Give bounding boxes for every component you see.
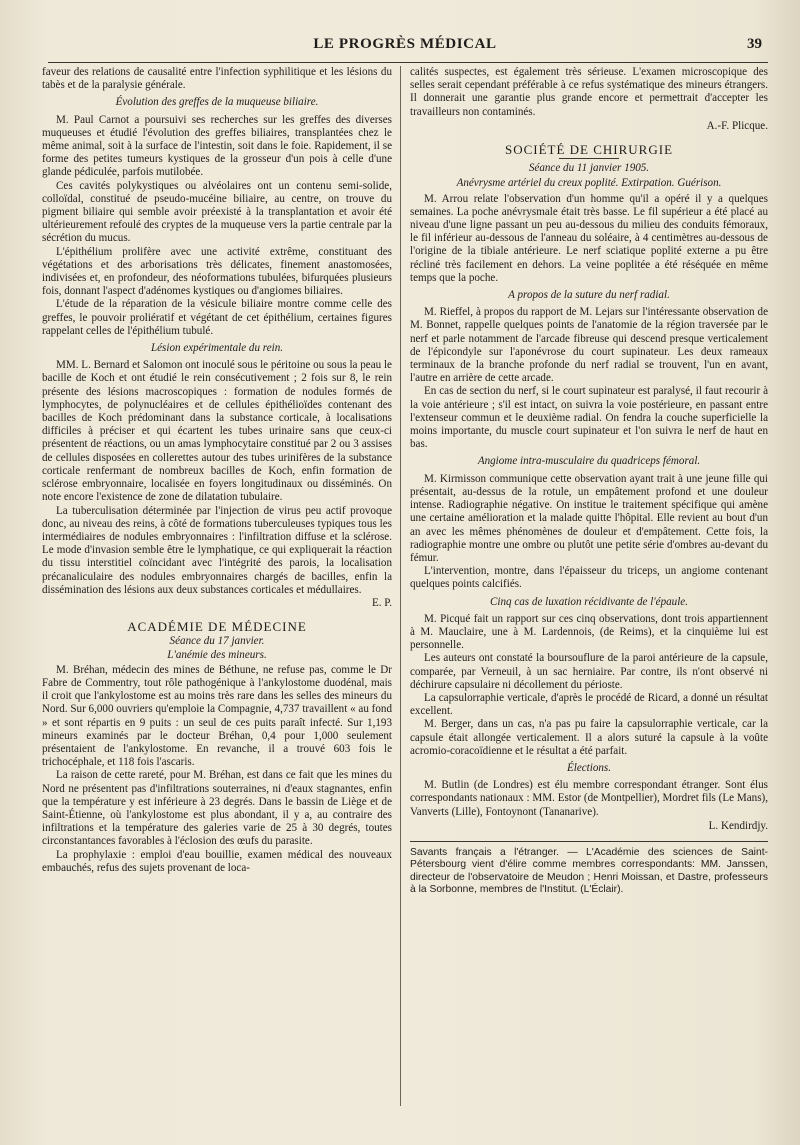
paragraph: Les auteurs ont constaté la boursouflure de la paroi antérieure de la capsule, comparée, par Verneuil, à un sac herniaire. Par contre, ils n'ont observé ni déchirure capsulaire ni décollement du périoste.	[410, 652, 768, 691]
paragraph: M. Butlin (de Londres) est élu membre correspondant étranger. Sont élus correspondants nationaux : MM. Estor (de Montpellier), Mordret fils (Le Mans), Vanverts (Lille), Fontoynont (Tananarive).	[410, 779, 768, 818]
paragraph: M. Rieffel, à propos du rapport de M. Lejars sur l'intéressante observation de M. Bonnet, rappelle quelques points de l'anatomie de la région traversée par le nerf et parle notamment de l'arcade fibreuse qui descend presque verticalement de l'épicondyle sur l'aponévrose du court supinateur. Les deux rameaux terminaux de la branche profonde du nerf radial se trouvent, l'un en avant, l'autre en arrière de cette arcade.	[410, 306, 768, 385]
paragraph: M. Picqué fait un rapport sur ces cinq observations, dont trois appartiennent à M. Mauclaire, une à M. Lardennois, (de Reims), et la cinquième lui est personnelle.	[410, 612, 768, 652]
section-subtitle: A propos de la suture du nerf radial.	[508, 289, 670, 302]
paragraph: M. Berger, dans un cas, n'a pas pu faire la capsulorraphie verticale, car la capsule était allongée verticalement. Il a alors suturé la capsule à la voûte acromio-coracoïdienne et le résultat a été parfait.	[410, 718, 768, 757]
running-title: LE PROGRÈS MÉDICAL	[313, 36, 497, 52]
section-subtitle: Anévrysme artériel du creux poplité. Extirpation. Guérison.	[456, 177, 722, 190]
right-column	[410, 66, 768, 897]
header-rule	[48, 62, 768, 63]
paragraph: La capsulorraphie verticale, d'après le procédé de Ricard, a donné un résultat excellent.	[410, 691, 768, 718]
session-date: Séance du 17 janvier.	[169, 635, 265, 648]
paragraph: L'intervention, montre, dans l'épaisseur du triceps, un angiome contenant quelques points calcifiés.	[410, 565, 768, 591]
section-subtitle: L'anémie des mineurs.	[167, 648, 267, 661]
heading-rule	[559, 158, 619, 159]
paragraph: calités suspectes, est également très sérieuse. L'examen microscopique des selles serait cependant préférable à ce refus systématique des mineurs étrangers. Il donnerait une garantie plus grande encore et permettrait d'accepter les travailleurs non contaminés.	[410, 66, 768, 118]
session-date: Séance du 11 janvier 1905.	[528, 162, 650, 175]
section-subtitle: Élections.	[566, 761, 612, 774]
paragraph: La prophylaxie : emploi d'eau bouillie, examen médical des nouveaux embauchés, refus des sujets provenant de loca-	[42, 848, 392, 874]
signature: E. P.	[371, 596, 392, 609]
section-subtitle: Angiome intra-musculaire du quadriceps fémoral.	[477, 455, 701, 468]
paragraph: M. Kirmisson communique cette observation ayant trait à une jeune fille qui présentait, au-dessus de la rotule, un empâtement profond et une douleur intense. Radiographie négative. On institue le traitement spécifique qui amène une certaine amélioration et la malade quitte l'hôpital. Elle revient au bout d'un an avec les mêmes phénomènes de douleur et d'empâtement. Cette fois, la radiographie montre une ombre ou plutôt une petite série d'ombres au-devant du fémur.	[410, 472, 768, 564]
section-heading: SOCIÉTÉ DE CHIRURGIE	[504, 142, 674, 158]
paragraph: MM. L. Bernard et Salomon ont inoculé sous le péritoine ou sous la peau le bacille de Koch et ont étudié le rein consécutivement ; 2 fois sur 8, le rein présente des lésions macroscopiques : formation de nodules formés de lymphocytes, de polynucléaires et de cellules épithélioïdes contenant des bacilles de Koch prédominant dans la substance corticale, à localisations difficiles à préciser et qui écartent les tubes urinaire sans que ceux-ci présentent de réactions, ou un amas lymphocytaire constitué par 2 ou 3 assises de cellules disposées en collerettes autour des tubes urinifères de la substance corticale renfermant de nombreux bacilles de Koch, enfin formation de sclérose embryonnaire, localisée en foyers longitudinaux ou disséminés. On note encore l'existence de zone de dilatation tubulaire.	[42, 359, 392, 504]
paragraph: L'étude de la réparation de la vésicule biliaire montre comme celle des greffes, le pouvoir proliératif et végétant de cet épithélium, certaines figures rappelant celles de l'épithélium tubulé.	[42, 298, 392, 337]
left-column	[42, 66, 392, 875]
section-subtitle: Cinq cas de luxation récidivante de l'épaule.	[489, 595, 688, 608]
signature: A.-F. Plicque.	[706, 119, 768, 132]
paragraph: faveur des relations de causalité entre l'infection syphilitique et les lésions du tabès et de la paralysie générale.	[42, 66, 392, 92]
paragraph: La raison de cette rareté, pour M. Bréhan, est dans ce fait que les mines du Nord ne présentent pas d'infiltrations souterraines, ni d'eaux stagnantes, enfin que la température y est inférieure à 23 degrés. Dans le bassin de Liège et de Saint-Étienne, où l'ankylostome est plus abondant, il y a, au contraire des infiltrations et la température des galeries varie de 25 à 30 degrés, toutes circonstantances favorables à l'éclosion des œufs du parasite.	[42, 769, 392, 848]
section-heading: ACADÉMIE DE MÉDECINE	[127, 619, 307, 635]
paragraph: En cas de section du nerf, si le court supinateur est paralysé, il faut recourir à la voie antérieure ; s'il est intact, on suivra la voie postérieure, en passant entre l'extenseur commun et le deuxième radial. On fendra la couche superficielle la moins importante, du muscle court supinateur et l'on suivra le nerf de haut en bas.	[410, 385, 768, 451]
page-header	[40, 36, 770, 58]
paragraph: M. Bréhan, médecin des mines de Béthune, ne refuse pas, comme le Dr Fabre de Commentry, tout rôle pathogénique à l'ankylostome duodénal, mais il croit que l'ankylostome est au moins très rare dans les selles des mineurs du Nord. Sur 6,000 ouvriers qu'emploie la Compagnie, 4,737 travaillent « au fond » et sont répartis en 9 puits : un seul de ces puits paraît infecté. Sur 1,193 mineurs examinés par le docteur Bréhan, 0,4 pour 1,000 seulement présentaient de l'ankylostome. En revanche, il a trouvé 603 fois le trichocéphale, et 118 fois l'ascaris.	[42, 663, 392, 769]
section-subtitle: Lésion expérimentale du rein.	[150, 342, 284, 355]
section-subtitle: Évolution des greffes de la muqueuse biliaire.	[115, 96, 319, 109]
paragraph: M. Arrou relate l'observation d'un homme qu'il a opéré il y a quelques semaines. La poche anévrysmale était très basse. Le fil supérieur a été placé au niveau d'une ligne passant un peu au-dessous du milieu des conduits fémoraux, le fil inférieur au-dessous de l'anneau du soléaire, à 4 centimètres au-dessous de l'origine de la tibiale antérieure. Le nerf sciatique poplité externe a pu être récliné très facilement en dehors. La veine poplitée a été réséquée en même temps que la poche.	[410, 192, 768, 284]
paragraph: M. Paul Carnot a poursuivi ses recherches sur les greffes des diverses muqueuses et étudié l'évolution des greffes biliaires, transplantées chez le même animal, soit à la surface de l'intestin, soit dans le foie. Rapidement, il se forme des petites tumeurs kystiques de la grosseur d'un pois à celle d'une glande pédiculée, parfois mutilobée.	[42, 113, 392, 179]
paragraph: La tuberculisation déterminée par l'injection de virus peu actif provoque donc, au niveau des reins, à côté de formations tuberculeuses typiques tous les intermédiaires de nodules embryonnaires : l'infiltration diffuse et la sclérose. Le mode d'invasion semble être le lymphatique, ce qui expliquerait la réaction du tissu interstitiel coïncidant avec l'intégrité des parois, la localisation précanaliculaire des nodules embryonnaires chargés de bacilles, enfin la dissémination des lésions aux deux substances corticales et médullaires.	[42, 504, 392, 596]
signature: L. Kendirdjy.	[708, 819, 768, 832]
news-brief: Savants français a l'étranger. — L'Académie des sciences de Saint-Pétersbourg vient d'élire comme membres correspondants: MM. Janssen, directeur de l'observatoire de Meudon ; Henri Moissan, et Dastre, professeurs à la Sorbonne, membres de l'Institut. (L'Éclair).	[410, 841, 768, 897]
paragraph: L'épithélium prolifère avec une activité extrême, constituant des végétations et des arborisations très délicates, finement anastomosées, indivisées et, en profondeur, des néoformations tubulées, bifurquées plusieurs fois, donnant l'aspect d'adénomes kystiques ou d'angiomes biliaires.	[42, 245, 392, 298]
page-number: 39	[747, 36, 762, 52]
paragraph: Ces cavités polykystiques ou alvéolaires ont un contenu semi-solide, colloïdal, constitué de pseudo-mucéine biliaire, au centre, on trouve du pigment biliaire qui semble avoir préexisté à la transplantation et avoir été ultérieurement refoulé des cryptes de la muqueuse vers la partie centrale par la sécrétion du mucus.	[42, 179, 392, 245]
column-rule	[400, 66, 401, 1106]
